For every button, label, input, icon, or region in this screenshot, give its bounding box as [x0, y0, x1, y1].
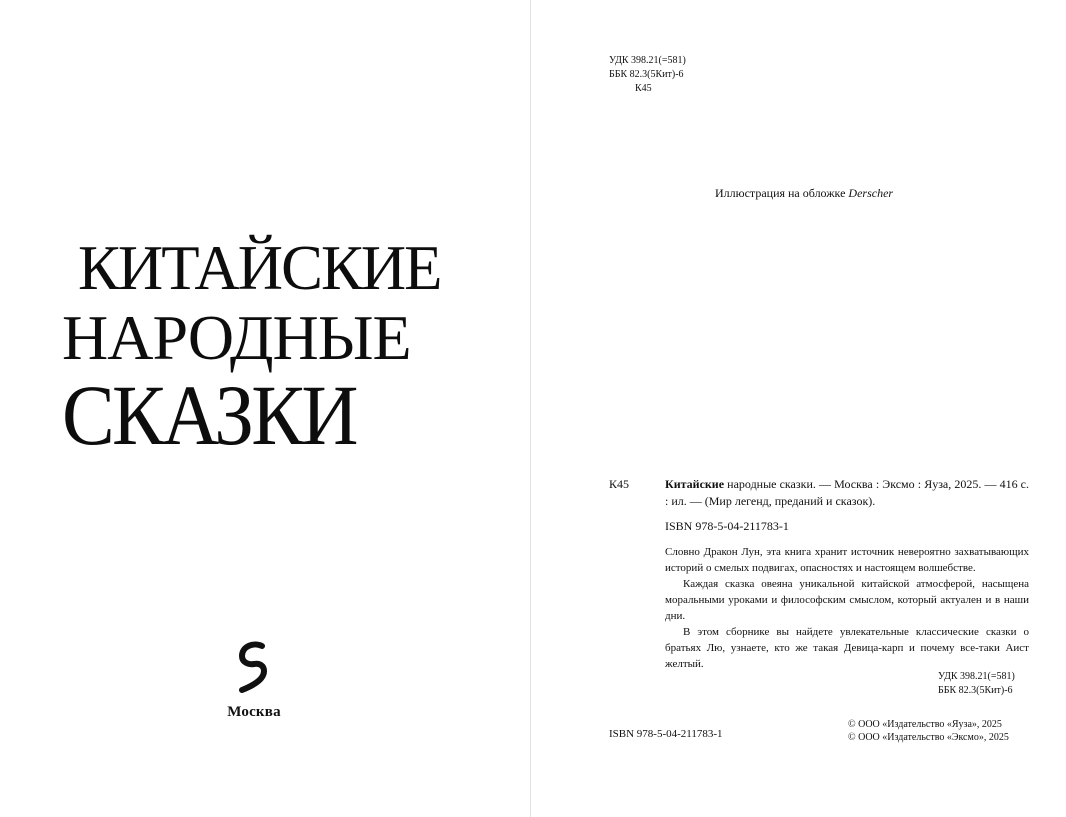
- bbk-code: ББК 82.3(5Кит)-6: [609, 69, 684, 80]
- annotation: [665, 544, 1029, 672]
- author-sign: К45: [635, 83, 652, 94]
- annotation-paragraph: В этом сборнике вы найдете увлекательные классические сказки о братьях Лю, узнаете, кто же такая Девица-карп и почему все-таки Аист желтый.: [665, 626, 1029, 670]
- copyright-line: © ООО «Издательство «Яуза», 2025: [848, 719, 1002, 730]
- record-isbn: ISBN 978-5-04-211783-1: [665, 519, 789, 533]
- record-entry-text: народные сказки. — Москва : Эксмо : Яуза, 2025. — 416 с. : ил. — (Мир легенд, преданий и сказок).: [665, 477, 1029, 508]
- title-line-1: КИТАЙСКИЕ: [78, 232, 441, 303]
- illustration-credit: [715, 186, 893, 201]
- left-page: [0, 0, 530, 817]
- isbn-footer: ISBN 978-5-04-211783-1: [609, 728, 723, 740]
- udk-code: УДК 398.21(=581): [609, 55, 686, 66]
- classification-top: [609, 54, 686, 96]
- copyright-block: [848, 718, 1009, 744]
- record-entry: [665, 476, 1029, 510]
- udk-code-bottom: УДК 398.21(=581): [938, 671, 1015, 682]
- title-line-3: СКАЗКИ: [62, 367, 356, 463]
- right-page: [531, 0, 1066, 817]
- annotation-paragraph: Каждая сказка овеяна уникальной китайской атмосферой, насыщена моральными уроками и философским смыслом, который актуален и в наши дни.: [665, 578, 1029, 622]
- annotation-paragraph: Словно Дракон Лун, эта книга хранит источник невероятно захватывающих историй о смелых подвигах, опасностях и настоящем волшебстве.: [665, 546, 1029, 574]
- copyright-line: © ООО «Издательство «Эксмо», 2025: [848, 732, 1009, 743]
- bbk-code-bottom: ББК 82.3(5Кит)-6: [938, 685, 1013, 696]
- classification-bottom: [938, 670, 1015, 698]
- bibliographic-record: [609, 476, 1029, 672]
- illustration-label: Иллюстрация на обложке: [715, 186, 846, 200]
- eksmo-logo-icon: [234, 640, 274, 696]
- record-author-sign: К45: [609, 477, 630, 491]
- illustrator-name: Derscher: [848, 186, 894, 200]
- publisher-block: [214, 640, 294, 721]
- publisher-city: Москва: [227, 704, 281, 720]
- book-title: [62, 232, 482, 463]
- record-bold-word: Китайские: [665, 477, 725, 491]
- title-line-2: НАРОДНЫЕ: [62, 302, 411, 373]
